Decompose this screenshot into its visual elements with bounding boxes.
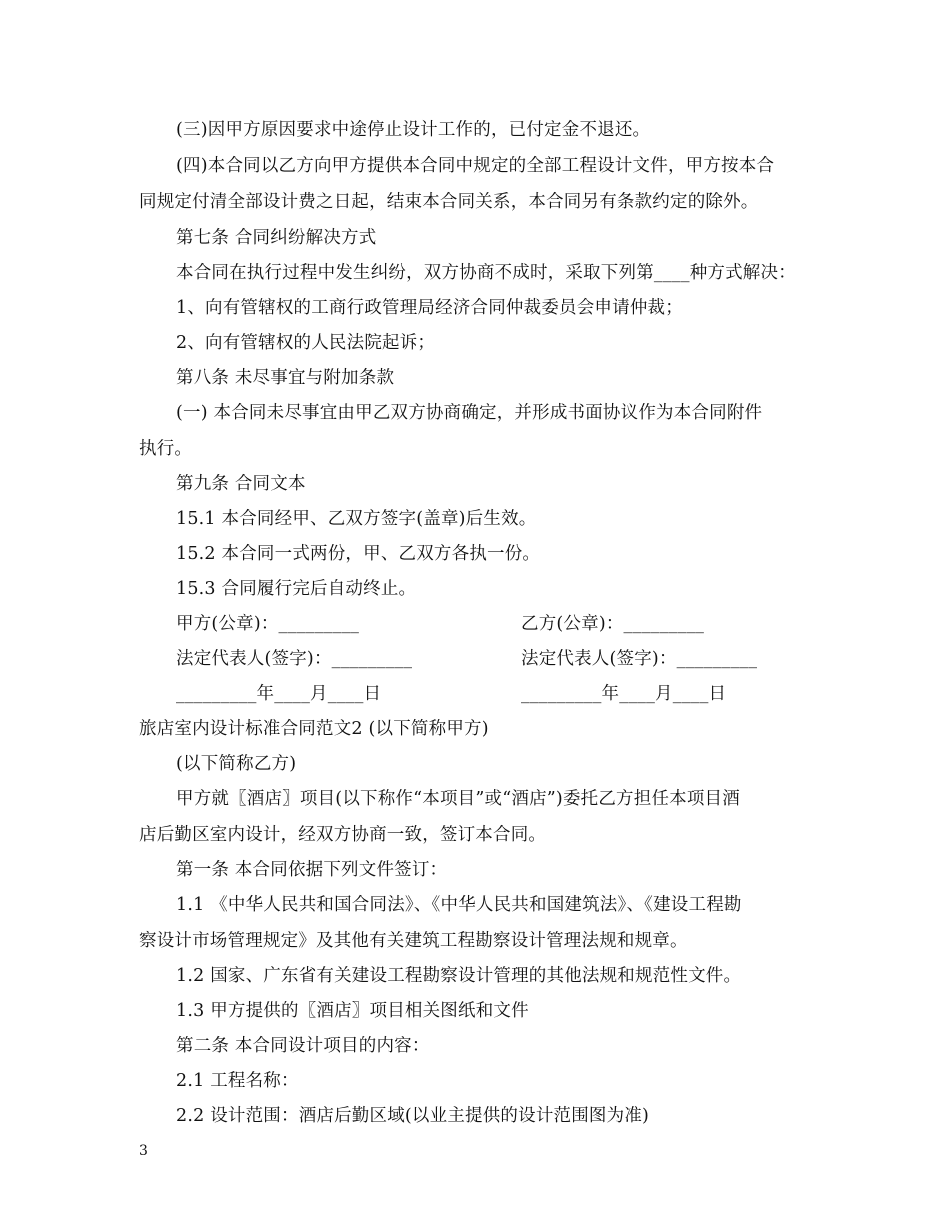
clause-1-2: 1.2 国家、广东省有关建设工程勘察设计管理的其他法规和规范性文件。 [176, 966, 742, 986]
intro-line-1: 甲方就〖酒店〗项目(以下称作“本项目”或“酒店”)委托乙方担任本项目酒 [176, 789, 740, 809]
party-b-short-name: (以下简称乙方) [176, 754, 297, 774]
party-a-date: _________年____月____日 [176, 684, 382, 704]
article-8-item-1-line-2: 执行。 [139, 439, 193, 459]
intro-line-2: 店后勤区室内设计，经双方协商一致，签订本合同。 [139, 825, 547, 845]
party-b-representative: 法定代表人(签字)：_________ [521, 649, 758, 669]
party-b-seal: 乙方(公章)：_________ [521, 614, 705, 634]
clause-1-1-line-2: 察设计市场管理规定》及其他有关建筑工程勘察设计管理法规和规章。 [139, 931, 688, 951]
article-1-heading: 第一条 本合同依据下列文件签订： [176, 860, 448, 880]
clause-2-2: 2.2 设计范围：酒店后勤区域(以业主提供的设计范围图为准) [176, 1106, 650, 1126]
article-7-heading: 第七条 合同纠纷解决方式 [176, 228, 377, 248]
page-number: 3 [139, 1143, 148, 1159]
sample-2-title: 旅店室内设计标准合同范文2 (以下简称甲方) [139, 719, 489, 739]
party-b-date: _________年____月____日 [521, 684, 727, 704]
clause-1-3: 1.3 甲方提供的〖酒店〗项目相关图纸和文件 [176, 1001, 529, 1021]
clause-1-1-line-1: 1.1 《中华人民共和国合同法》、《中华人民共和国建筑法》、《建设工程勘 [176, 895, 742, 915]
clause-2-1: 2.1 工程名称： [176, 1071, 299, 1091]
article-2-heading: 第二条 本合同设计项目的内容： [176, 1036, 430, 1056]
article-7-option-1: 1、向有管辖权的工商行政管理局经济合同仲裁委员会申请仲裁； [176, 298, 683, 318]
clause-15-2: 15.2 本合同一式两份，甲、乙双方各执一份。 [176, 544, 541, 564]
article-7-body: 本合同在执行过程中发生纠纷，双方协商不成时，采取下列第____种方式解决： [176, 263, 796, 283]
clause-15-3: 15.3 合同履行完后自动终止。 [176, 579, 417, 599]
article-7-option-2: 2、向有管辖权的人民法院起诉； [176, 333, 436, 353]
party-a-representative: 法定代表人(签字)：_________ [176, 649, 413, 669]
article-8-item-1-line-1: (一) 本合同未尽事宜由甲乙双方协商确定，并形成书面协议作为本合同附件 [176, 403, 763, 423]
article-8-heading: 第八条 未尽事宜与附加条款 [176, 368, 395, 388]
clause-6-item-4-line-2: 同规定付清全部设计费之日起，结束本合同关系，本合同另有条款约定的除外。 [139, 192, 759, 212]
clause-6-item-3: (三)因甲方原因要求中途停止设计工作的，已付定金不退还。 [176, 120, 651, 140]
clause-6-item-4-line-1: (四)本合同以乙方向甲方提供本合同中规定的全部工程设计文件，甲方按本合 [176, 156, 775, 176]
clause-15-1: 15.1 本合同经甲、乙双方签字(盖章)后生效。 [176, 509, 537, 529]
party-a-seal: 甲方(公章)：_________ [176, 614, 360, 634]
article-9-heading: 第九条 合同文本 [176, 474, 306, 494]
